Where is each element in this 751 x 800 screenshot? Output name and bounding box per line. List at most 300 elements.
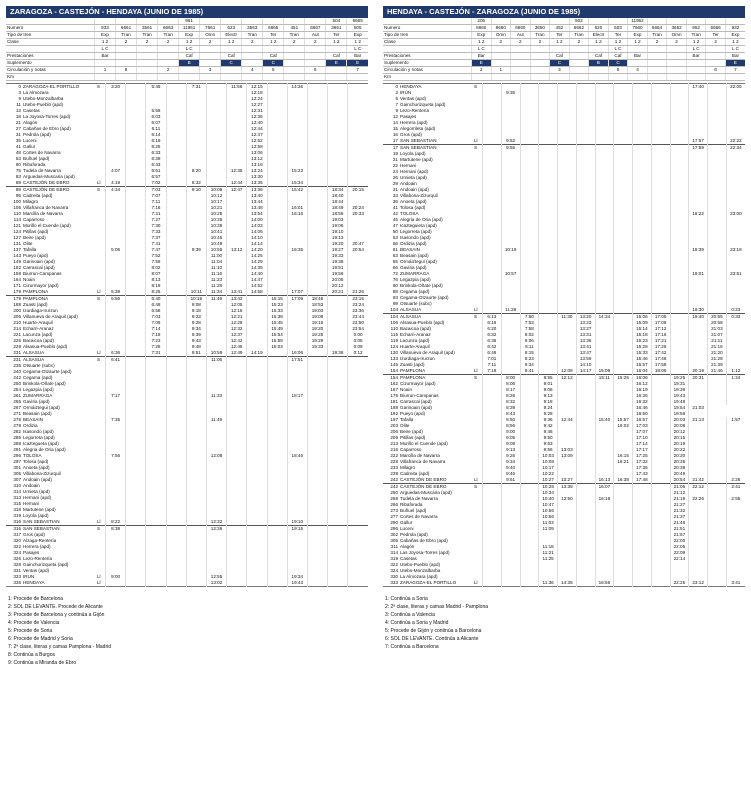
header-cell: Bar xyxy=(95,53,116,60)
km-cell: 291 xyxy=(13,447,21,452)
time-cell: 9:26 xyxy=(501,453,520,459)
time-cell: 21:37 xyxy=(670,514,689,520)
time-cell: 2:41 xyxy=(726,484,745,491)
header-cell xyxy=(95,60,116,67)
km-cell: 21 xyxy=(392,157,398,162)
header-cell: Tran xyxy=(530,32,550,39)
header-cell xyxy=(263,46,284,53)
header-cell xyxy=(647,46,667,53)
header-cell xyxy=(305,46,326,53)
header-cell xyxy=(530,67,550,74)
time-cell: 15:18 xyxy=(633,332,652,338)
km-cell: 2 xyxy=(395,90,398,95)
time-cell: 15:15 xyxy=(267,296,287,303)
time-cell: 19:20 xyxy=(307,326,327,332)
time-cell: 19:27 xyxy=(328,247,348,253)
time-cell: 20:47 xyxy=(348,241,368,247)
time-cell: 18:17 xyxy=(287,393,307,399)
time-cell: 6:40 xyxy=(146,296,166,303)
time-cell: 20:12 xyxy=(328,283,348,289)
time-cell: 11:56 xyxy=(227,84,247,91)
time-cell: 9:08 xyxy=(186,302,206,308)
header-cell: 2 xyxy=(491,39,511,46)
time-cell: 21:06 xyxy=(670,484,689,491)
header-cell: Tran xyxy=(647,32,667,39)
time-cell: 6:03 xyxy=(146,114,166,120)
km-cell: 149 xyxy=(13,259,21,264)
time-cell: 17:21 xyxy=(651,338,670,344)
time-cell: 10:47 xyxy=(539,502,558,508)
km-cell: 319 xyxy=(13,513,21,518)
header-row xyxy=(383,25,745,32)
header-cell xyxy=(686,60,706,67)
header-cell xyxy=(491,60,511,67)
station-name: ALSASUA xyxy=(399,314,473,321)
km-cell: 76 xyxy=(392,277,398,282)
time-cell: 19:33 xyxy=(307,344,327,350)
time-cell: 18:49 xyxy=(328,205,348,211)
km-cell: 179 xyxy=(6,296,22,303)
time-cell: 14:35 xyxy=(558,580,577,587)
time-cell: 10:56 xyxy=(539,514,558,520)
time-cell: 10:21 xyxy=(206,205,226,211)
note-item: 7: Continúa a Barcelona xyxy=(385,644,439,650)
header-cell: C xyxy=(221,60,242,67)
km-cell: 5 xyxy=(395,96,398,101)
time-cell: 10:19 xyxy=(186,296,206,303)
station-name: Lacunza (apd) xyxy=(23,332,53,337)
time-cell: 17:40 xyxy=(689,84,708,91)
time-cell: 6:20 xyxy=(483,326,502,332)
station-name: Cizurmayor (apd) xyxy=(400,381,436,386)
station-name: TOLOSA xyxy=(23,453,42,458)
header-cell: 502 xyxy=(569,18,589,25)
km-cell: 105 xyxy=(13,205,21,210)
time-cell: 13:16 xyxy=(247,162,267,168)
time-cell: 9:55 xyxy=(501,145,520,152)
header-cell: Caf xyxy=(179,53,200,60)
header-cell: 1 xyxy=(95,67,116,74)
time-cell: 14:19 xyxy=(247,350,267,357)
time-cell: 19:06 xyxy=(328,223,348,229)
header-cell: 7 xyxy=(347,67,368,74)
km-cell: 41 xyxy=(392,205,398,210)
station-name: Cortes de Navarra xyxy=(23,150,61,155)
header-cell: 5 xyxy=(263,67,284,74)
km-cell: 93 xyxy=(392,295,398,300)
time-cell: 15:09 xyxy=(595,368,614,375)
header-cell xyxy=(569,46,589,53)
time-cell: 7:03 xyxy=(146,187,166,194)
time-cell: 8:25 xyxy=(146,289,166,296)
station-name: Huarte-Araquil xyxy=(23,320,53,325)
station-name: Carrascal (apd) xyxy=(23,265,55,270)
time-cell: 10:38 xyxy=(206,223,226,229)
time-cell: 13:41 xyxy=(576,344,595,350)
station-name: Arguedas-Muscária (apd) xyxy=(400,490,452,495)
km-cell: 154 xyxy=(390,368,398,373)
station-name: Otsuarte (subc) xyxy=(23,363,55,368)
km-cell: 318 xyxy=(13,507,21,512)
time-cell: 20:08 xyxy=(670,423,689,429)
time-cell: 22:09 xyxy=(670,550,689,556)
header-cell: 3652 xyxy=(667,25,687,32)
time-cell: 23:54 xyxy=(348,326,368,332)
time-cell: 22:14 xyxy=(670,556,689,562)
header-cell xyxy=(647,60,667,67)
header-cell xyxy=(569,60,589,67)
km-cell: 316 xyxy=(13,519,21,524)
time-cell: 8:32 xyxy=(186,180,206,187)
time-cell: 12:37 xyxy=(227,332,247,338)
time-cell: 21:42 xyxy=(689,477,708,484)
time-cell: 7:50 xyxy=(520,314,539,321)
km-cell: 273 xyxy=(390,508,398,513)
station-name: Legazpia (apd) xyxy=(23,387,54,392)
header-cell: Caf xyxy=(263,53,284,60)
station-name: Milagro xyxy=(23,199,39,204)
km-cell: 258 xyxy=(390,496,398,501)
time-cell xyxy=(126,580,146,587)
time-cell: 13:06 xyxy=(247,150,267,156)
km-cell: 41 xyxy=(15,144,21,149)
header-cell: 1 2 xyxy=(589,39,609,46)
header-cell: 1 xyxy=(491,67,511,74)
station-name: La Almozara (apd) xyxy=(400,574,438,579)
km-cell: 266 xyxy=(390,502,398,507)
time-cell: 19:31 xyxy=(670,381,689,387)
time-cell: 12:24 xyxy=(247,96,267,102)
time-cell: 7:14 xyxy=(146,326,166,332)
km-cell: 9 xyxy=(395,108,398,113)
time-cell: 10:11 xyxy=(186,289,206,296)
station-name: Urnieta (apd) xyxy=(400,175,427,180)
km-cell: 21 xyxy=(15,120,21,125)
note-item: 2: SOL DE LEVANTE. Procede de Alicante xyxy=(8,604,103,610)
km-cell: 320 xyxy=(13,538,21,543)
time-cell: 22:34 xyxy=(726,145,745,152)
time-cell: 7:08 xyxy=(146,320,166,326)
station-name: Loyola (apd) xyxy=(23,513,49,518)
header-cell: Tran xyxy=(242,32,263,39)
note-item: 4: Continúa a Soria y Madrid xyxy=(385,620,449,626)
time-cell: 10:08 xyxy=(206,187,226,194)
arrival-departure-mark: Ll xyxy=(97,580,101,585)
time-cell: 15:33 xyxy=(633,350,652,356)
time-cell: 15:54 xyxy=(267,332,287,338)
station-name: Pitillas (apd) xyxy=(23,229,49,234)
station-name: Marcilla de Navarra xyxy=(400,453,440,458)
km-cell: 282 xyxy=(13,429,21,434)
header-cell: 932 xyxy=(725,25,745,32)
header-cell: 620 xyxy=(589,25,609,32)
table-row xyxy=(6,580,368,587)
time-cell: 21:57 xyxy=(670,532,689,538)
header-cell xyxy=(179,67,200,74)
time-cell: 10:12 xyxy=(206,193,226,199)
station-name: Urnieta (apd) xyxy=(23,489,50,494)
time-cell: 5:06 xyxy=(106,247,126,253)
time-cell: 13:12 xyxy=(227,247,247,253)
time-cell: 8:02 xyxy=(520,332,539,338)
header-cell xyxy=(158,74,179,81)
header-cell xyxy=(667,74,687,81)
header-row xyxy=(383,67,745,74)
station-name: Echarri-Aranaz xyxy=(23,326,54,331)
km-cell: 322 xyxy=(13,544,21,549)
arrival-departure-mark: Ll xyxy=(97,350,101,355)
arrival-departure-mark: S xyxy=(96,526,106,533)
km-cell: 15 xyxy=(392,126,398,131)
km-cell: 228 xyxy=(390,459,398,464)
header-label: Prestaciones xyxy=(6,53,95,60)
time-cell: 13:54 xyxy=(247,211,267,217)
station-name: Tolosa (apd) xyxy=(23,459,49,464)
header-label: Suplemento xyxy=(383,60,472,67)
time-cell: 12:08 xyxy=(558,368,577,375)
km-cell: 188 xyxy=(13,302,21,307)
km-cell: 42 xyxy=(392,211,398,216)
km-cell: 124 xyxy=(13,229,21,234)
time-cell: 0:09 xyxy=(348,344,368,350)
station-name: SAN SEBASTIAN xyxy=(400,138,437,143)
header-cell: L C xyxy=(608,46,628,53)
header-cell xyxy=(200,46,221,53)
km-cell: 324 xyxy=(390,568,398,573)
km-cell: 7 xyxy=(395,102,398,107)
header-cell: 6665 xyxy=(263,25,284,32)
km-cell: 106 xyxy=(390,320,398,325)
header-cell: Electr xyxy=(589,32,609,39)
arrival-departure-mark: Ll xyxy=(97,180,101,185)
time-cell: 8:43 xyxy=(501,411,520,417)
time-cell: 0:23 xyxy=(726,307,745,314)
km-cell: 66 xyxy=(392,265,398,270)
time-cell: 12:47 xyxy=(247,132,267,138)
header-cell xyxy=(686,67,706,74)
time-cell: 17:07 xyxy=(633,429,652,435)
time-cell: 7:35 xyxy=(106,417,126,423)
station-name: Casetas xyxy=(400,556,417,561)
station-name: Beasain (apd) xyxy=(400,253,429,258)
km-cell: 45 xyxy=(392,217,398,222)
header-cell xyxy=(725,74,745,81)
left-header-table xyxy=(6,18,368,81)
header-cell: 933 xyxy=(95,25,116,32)
time-cell: 16:04 xyxy=(633,368,652,375)
km-label-row xyxy=(383,74,745,81)
km-cell: 171 xyxy=(13,283,21,288)
time-cell: 9:34 xyxy=(186,326,206,332)
time-cell: 6:11 xyxy=(146,126,166,132)
header-cell xyxy=(628,60,648,67)
time-cell: 9:13 xyxy=(501,447,520,453)
header-cell: 6660 xyxy=(511,25,531,32)
time-cell: 15:57 xyxy=(633,362,652,368)
header-cell: 8660 xyxy=(491,25,511,32)
right-timetable xyxy=(383,6,745,796)
station-name: Gainchurizqueta (apd) xyxy=(23,562,69,567)
header-row xyxy=(383,32,745,39)
time-cell: 20:55 xyxy=(708,314,727,321)
time-cell: 16:56 xyxy=(595,580,614,587)
km-label: Km xyxy=(383,74,472,81)
station-name: Pueyo (apd) xyxy=(400,411,426,416)
station-name: ZARAGOZA-EL PORTILLO xyxy=(23,84,80,89)
time-cell: 14:10 xyxy=(247,235,267,241)
km-cell: 95 xyxy=(15,193,21,198)
time-cell: 15:23 xyxy=(267,302,287,308)
time-cell: 7:47 xyxy=(146,247,166,253)
time-cell: 7:53 xyxy=(520,320,539,326)
header-cell: 2 xyxy=(472,67,492,74)
header-cell xyxy=(221,67,242,74)
time-cell: 8:07 xyxy=(146,271,166,277)
time-cell: 23:51 xyxy=(726,271,745,277)
header-label: Tipo de tren xyxy=(383,32,472,39)
header-cell xyxy=(158,46,179,53)
km-cell: 240 xyxy=(13,369,21,374)
km-cell: 24 xyxy=(392,169,398,174)
time-cell xyxy=(166,580,186,587)
km-cell: 203 xyxy=(390,423,398,428)
time-cell: 16:13 xyxy=(595,477,614,484)
time-cell: 21:32 xyxy=(670,508,689,514)
time-cell: 10:35 xyxy=(206,217,226,223)
header-cell: Bar xyxy=(472,53,492,60)
note-item: 6: SOL DE LEVANTE. Continúa a Alicante xyxy=(385,636,479,642)
time-cell: 7:17 xyxy=(106,393,126,399)
km-cell: 242 xyxy=(383,484,399,491)
km-cell: 12 xyxy=(392,114,398,119)
arrival-departure-mark: S xyxy=(474,84,478,89)
station-name: CASTEJÓN DE EBRO xyxy=(23,180,70,185)
header-label: Prestaciones xyxy=(383,53,472,60)
station-name: Hernani (apd) xyxy=(23,495,52,500)
time-cell: 21:46 xyxy=(708,368,727,375)
station-name: Izurdiaga-Irurzun xyxy=(23,308,58,313)
header-cell: 3 xyxy=(550,67,570,74)
station-name: Utebo-Pueblo (apd) xyxy=(23,102,64,107)
station-name: Ormáiztegui (apd) xyxy=(400,259,437,264)
station-name: Gallur xyxy=(23,144,36,149)
km-cell: 72 xyxy=(392,271,398,276)
time-cell: 1:57 xyxy=(726,417,745,423)
header-cell xyxy=(667,46,687,53)
header-cell xyxy=(706,74,726,81)
time-cell: 11:05 xyxy=(206,357,226,364)
time-cell: 2:55 xyxy=(726,496,745,502)
header-cell: 2 xyxy=(569,39,589,46)
station-name: Utebo-Monzalbarba xyxy=(400,568,441,573)
header-cell xyxy=(647,53,667,60)
station-name: BEASAIN xyxy=(23,417,43,422)
station-name: Beire (apd) xyxy=(400,429,423,434)
header-cell xyxy=(550,74,570,81)
time-cell: 16:07 xyxy=(595,484,614,491)
time-cell: 21:03 xyxy=(708,326,727,332)
time-cell: 6:07 xyxy=(146,120,166,126)
km-cell: 63 xyxy=(392,253,398,258)
km-cell: 13 xyxy=(15,108,21,113)
time-cell: 17:59 xyxy=(689,145,708,152)
header-cell: Omn xyxy=(491,32,511,39)
station-name: Isasondo (apd) xyxy=(23,429,54,434)
time-cell: 9:50 xyxy=(539,435,558,441)
time-cell: 6:57 xyxy=(146,174,166,180)
station-name: CASTEJÓN DE EBRO xyxy=(400,477,447,482)
time-cell: 8:02 xyxy=(146,265,166,271)
arrival-departure-mark: S xyxy=(96,296,106,303)
km-cell: 119 xyxy=(390,338,398,343)
header-cell xyxy=(284,60,305,67)
time-cell: 7:30 xyxy=(146,223,166,229)
time-cell: 9:18 xyxy=(539,399,558,405)
header-cell: 3650 xyxy=(530,25,550,32)
note-item: 7: 2ª clase, literas y camas Pamplona - Madrid xyxy=(8,644,112,650)
time-cell: 11:04 xyxy=(206,259,226,265)
header-cell xyxy=(242,74,263,81)
station-name: IRUN xyxy=(23,574,35,579)
time-cell: 14:00 xyxy=(247,217,267,223)
time-cell xyxy=(227,580,247,587)
km-cell: 88 xyxy=(392,289,398,294)
time-cell: 20:22 xyxy=(670,447,689,453)
station-name: Andoain (apd) xyxy=(400,187,429,192)
time-cell: 8:20 xyxy=(186,168,206,174)
km-cell: 333 xyxy=(13,574,21,579)
time-cell: 17:10 xyxy=(633,435,652,441)
time-cell: 7:37 xyxy=(146,235,166,241)
note-item: 3: Procede de Barcelona y continúa a Gijón xyxy=(8,612,105,618)
time-cell: 0:05 xyxy=(348,338,368,344)
station-name: Cabañas de Ebro (apd) xyxy=(23,126,71,131)
time-cell: 17:32 xyxy=(633,459,652,465)
station-name: ALSASUA xyxy=(23,350,45,355)
km-cell: 319 xyxy=(390,556,398,561)
arrival-departure-mark: Ll xyxy=(97,574,101,579)
time-cell: 12:32 xyxy=(206,519,226,526)
station-name: Alsasua-Pueblo (apd) xyxy=(400,320,445,325)
time-cell: 21:26 xyxy=(348,289,368,296)
header-cell: Exp xyxy=(347,32,368,39)
time-cell: 16:06 xyxy=(287,350,307,357)
km-cell: 104 xyxy=(390,307,398,312)
header-cell xyxy=(491,74,511,81)
header-cell: 1 2 xyxy=(263,39,284,46)
km-cell: 210 xyxy=(13,320,21,325)
station-name: PAMPLONA xyxy=(400,368,426,373)
arrival-departure-mark: S xyxy=(97,84,101,89)
time-cell: 8:56 xyxy=(501,423,520,429)
header-cell xyxy=(158,53,179,60)
header-cell xyxy=(511,74,531,81)
time-cell: 9:51 xyxy=(501,477,520,484)
time-cell: 14:36 xyxy=(287,84,307,91)
time-cell: 9:36 xyxy=(539,417,558,423)
time-cell: 18:56 xyxy=(328,211,348,217)
time-cell: 23:44 xyxy=(348,314,368,320)
time-cell: 17:43 xyxy=(633,471,652,477)
time-cell: 9:00 xyxy=(106,574,126,580)
km-cell: 310 xyxy=(13,483,21,488)
time-cell: 16:06 xyxy=(633,375,652,382)
time-cell: 13:31 xyxy=(576,332,595,338)
station-name: Gaviria (apd) xyxy=(23,399,50,404)
time-cell: 18:40 xyxy=(328,193,348,199)
time-cell: 0:12 xyxy=(348,350,368,357)
header-cell xyxy=(242,53,263,60)
